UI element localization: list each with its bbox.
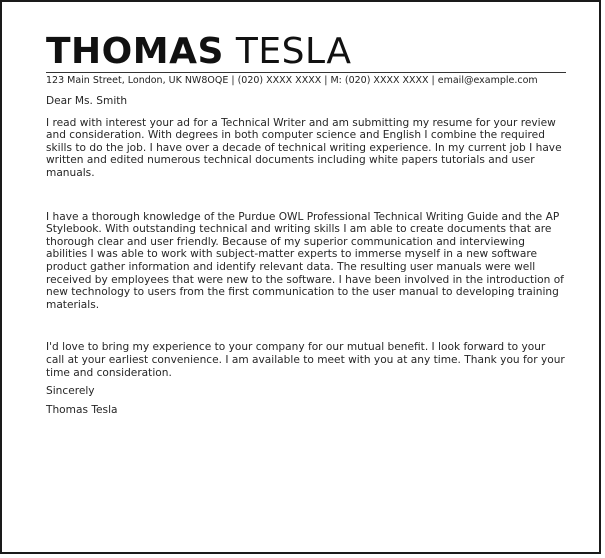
signature-name: Thomas Tesla (46, 403, 118, 416)
letter-body (46, 95, 566, 416)
cover-letter (46, 32, 566, 416)
paragraph-3: I'd love to bring my experience to your company for our mutual benefit. I look forward to your call at your earliest convenience. I am available to meet with you at any time. Thank you for your time and consideration. (46, 341, 565, 379)
applicant-name (46, 32, 566, 72)
closing: Sincerely (46, 385, 95, 398)
header-divider (46, 72, 566, 73)
last-name: TESLA (235, 31, 352, 72)
salutation: Dear Ms. Smith (46, 95, 128, 107)
first-name: THOMAS (46, 31, 224, 72)
paragraph-2: I have a thorough knowledge of the Purdue OWL Professional Technical Writing Guide and the AP Stylebook. With outstanding technical and writing skills I am able to create documents that are thorough clear and user friendly. Because of my superior communication and interviewing abilities I was able to work with subject-matter experts to immerse myself in a new software product gather information and identify relevant data. The resulting user manuals were well received by employees that were new to the software. I have been involved in the introduction of new technology to users from the first communication to the user manual to developing training materials. (46, 210, 564, 311)
contact-line: 123 Main Street, London, UK NW8OQE | (020) XXXX XXXX | M: (020) XXXX XXXX | email@example.com (46, 75, 538, 86)
paragraph-1: I read with interest your ad for a Technical Writer and am submitting my resume for your review and consideration. With degrees in both computer science and English I combine the required skills to do the job. I have over a decade of technical writing experience. In my current job I have written and edited numerous technical documents including white papers tutorials and user manuals. (46, 116, 562, 179)
